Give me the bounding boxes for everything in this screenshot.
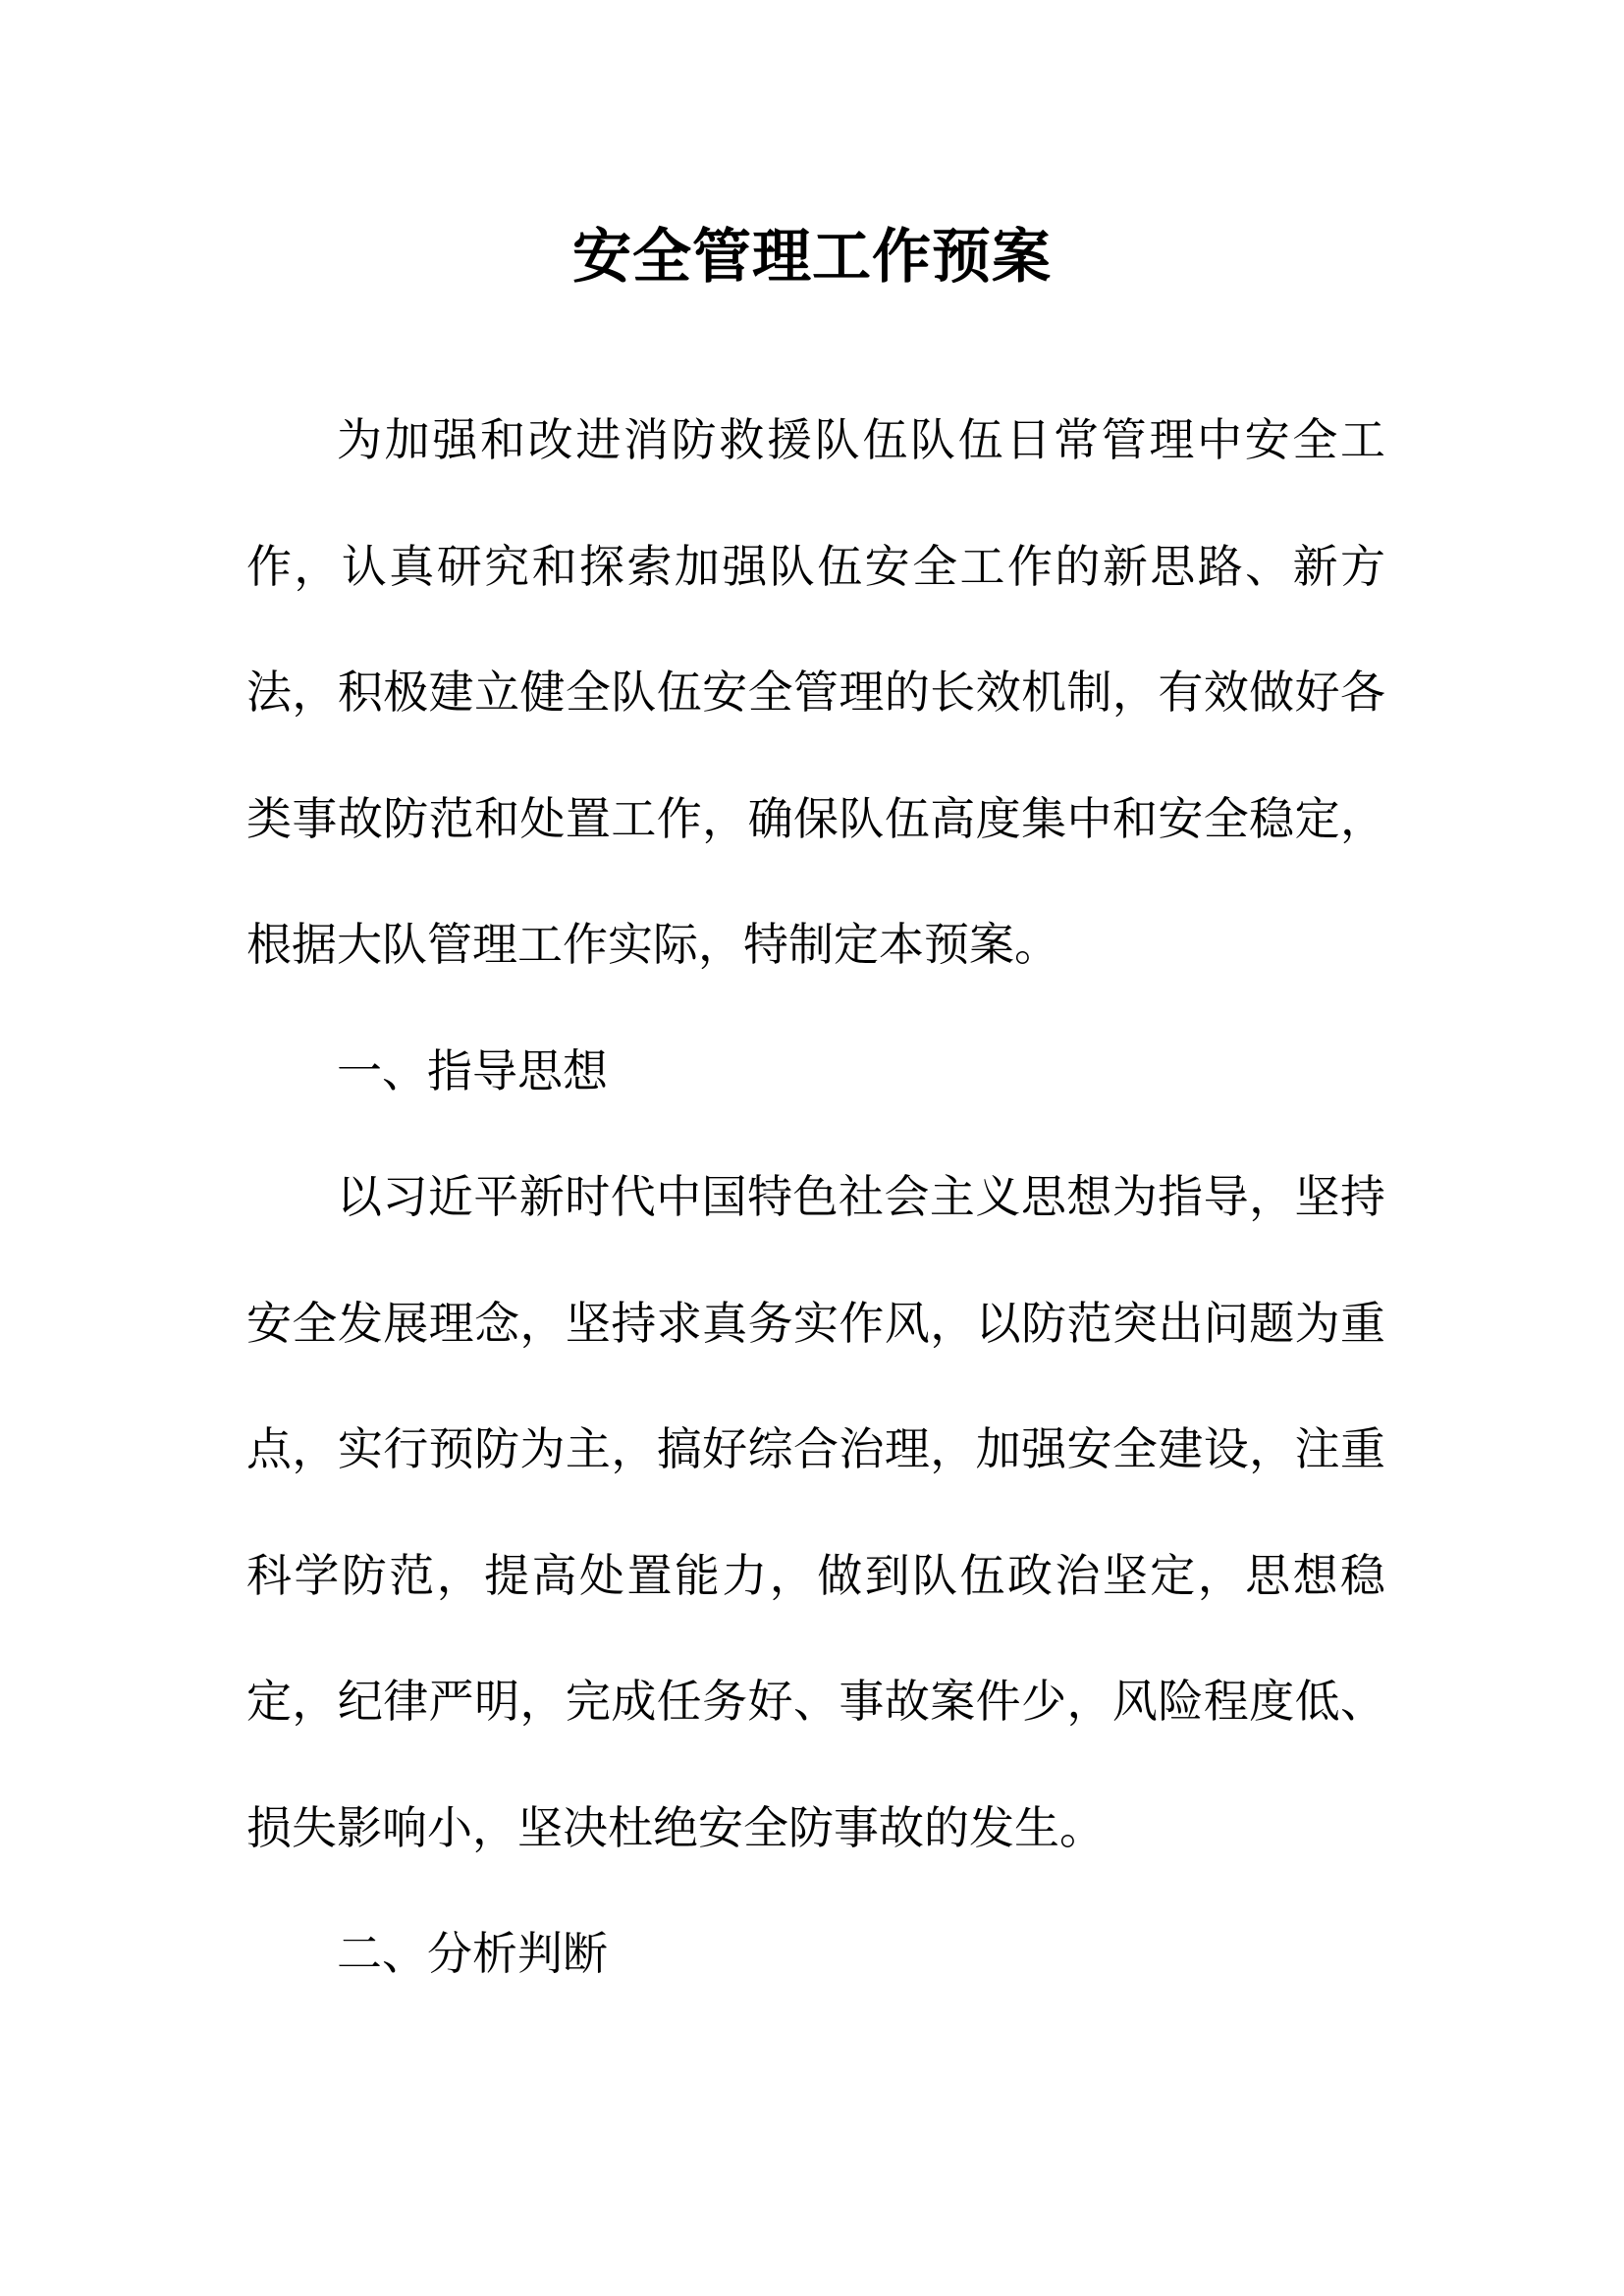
document-title: 安全管理工作预案 bbox=[572, 223, 1052, 292]
document-body bbox=[246, 377, 1385, 2017]
section-heading-guiding-ideology: 一、指导思想 bbox=[337, 1043, 608, 1097]
intro-paragraph: 为加强和改进消防救援队伍队伍日常管理中安全工作，认真研究和探索加强队伍安全工作的新思路、新方法，积极建立健全队伍安全管理的长效机制，有效做好各类事故防范和处置工作，确保队伍高度集中和安全稳定，根据大队管理工作实际，特制定本预案。 bbox=[246, 413, 1385, 971]
section-heading-analysis: 二、分析判断 bbox=[337, 1927, 608, 1980]
guiding-ideology-paragraph: 以习近平新时代中国特色社会主义思想为指导，坚持安全发展理念，坚持求真务实作风，以防范突出问题为重点，实行预防为主，搞好综合治理，加强安全建设，注重科学防范，提高处置能力，做到队伍政治坚定，思想稳定，纪律严明，完成任务好、事故案件少，风险程度低、损失影响小，坚决杜绝安全防事故的发生。 bbox=[246, 1170, 1385, 1854]
